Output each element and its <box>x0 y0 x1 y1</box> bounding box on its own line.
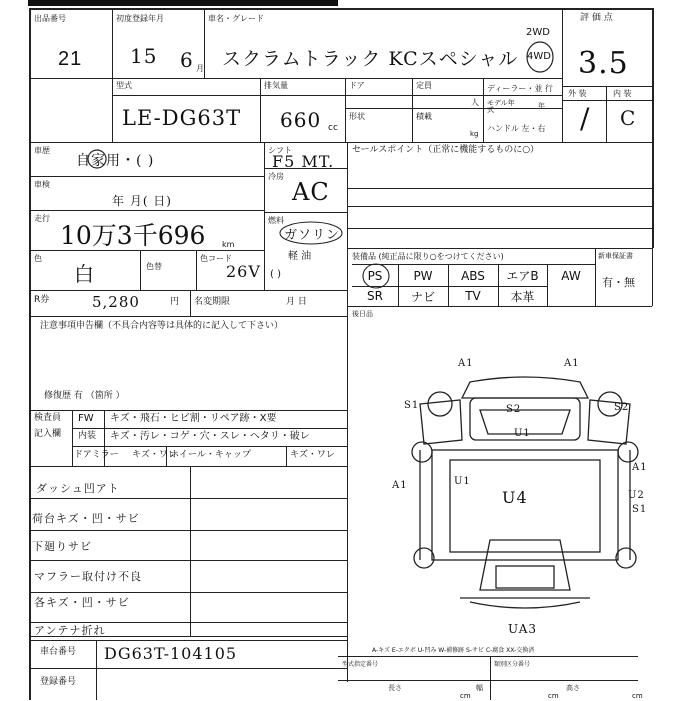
fuel-value: ガソリン <box>284 228 341 243</box>
entry-label: 記入欄 <box>34 429 62 439</box>
equip-aw: AW <box>561 268 581 283</box>
frame-left <box>29 8 31 700</box>
mark-s1-right: S1 <box>632 504 648 515</box>
mark-u4-bed: U4 <box>502 488 528 507</box>
mark-u1-roof: U1 <box>514 428 531 439</box>
interior-grade: C <box>620 106 637 130</box>
cm-unit-1: cm <box>460 692 471 700</box>
warranty-label: 新車保証書 <box>598 252 633 260</box>
handle-label: ハンドル 左・右 <box>487 124 546 133</box>
later-items-label: 後日品 <box>352 310 373 318</box>
mark-s1-left: S1 <box>404 400 420 411</box>
cm-unit-2: cm <box>548 692 559 700</box>
fw-text: キズ・飛石・ヒビ割・リペア跡・X要 <box>110 413 277 424</box>
equip-ps: PS <box>367 268 383 283</box>
recycle-value: 5,280 <box>92 293 140 311</box>
model-value: LE-DG63T <box>122 106 242 130</box>
equip-pw: PW <box>413 268 433 283</box>
shape-label: 形状 <box>349 112 365 121</box>
note-line-6: アンテナ折れ <box>34 624 106 637</box>
equip-sr: SR <box>367 289 383 303</box>
wheel-cap-label: ホイール・キャップ <box>170 450 251 460</box>
color-code-label: 色コード <box>200 254 232 263</box>
exterior-label: 外 装 <box>568 89 587 98</box>
equipment-grid <box>352 264 595 306</box>
color-change-label: 色替 <box>146 262 162 271</box>
inspection-value: 年 月( 日) <box>112 194 172 208</box>
category-label: 類別区分番号 <box>494 661 531 668</box>
mark-s2-right: S2 <box>614 402 630 413</box>
mark-a1-front-left: A1 <box>458 358 474 369</box>
damage-legend: A-キズ E-エクボ U-凹み W-補修跡 S-サビ C-腐食 XX-交換済 <box>372 647 535 654</box>
note-line-2: 荷台キズ・凹・サビ <box>32 512 140 525</box>
inspector-label: 検査員 <box>34 413 62 423</box>
wheel-cap-text: キズ・ワレ <box>290 450 335 460</box>
recycle-label: R券 <box>34 295 50 305</box>
reg-year: 15 <box>130 44 158 68</box>
color-value: 白 <box>74 262 95 286</box>
lot-number: 21 <box>58 48 83 70</box>
model-label: 型式 <box>116 81 132 90</box>
usage-value: 自家用・( ) <box>76 153 155 169</box>
interior-label: 内 装 <box>613 89 632 98</box>
frame-right <box>652 8 654 248</box>
ac-label: 冷房 <box>268 172 284 181</box>
model-year-label: モデル年式 <box>487 99 515 114</box>
mark-u1-bed: U1 <box>454 476 471 487</box>
lot-label: 出品番号 <box>34 14 66 23</box>
equipment-label: 装備品 (純正品に限り○をつけてください) <box>352 252 504 261</box>
title-bar <box>28 0 338 6</box>
reg-number-label: 登録番号 <box>40 677 77 687</box>
warranty-value: 有・無 <box>602 276 635 289</box>
car-name-label: 車名・グレード <box>208 14 264 23</box>
fw-label: FW <box>78 413 94 424</box>
dealer-label: ディーラー・並 行 <box>487 84 553 93</box>
drive-2wd: 2WD <box>526 27 550 38</box>
fuel-paren: ( ) <box>270 269 281 280</box>
mileage-label: 走行 <box>34 214 50 223</box>
reg-month: 6 <box>180 48 194 72</box>
door-mirror-label: ドアミラー <box>74 450 119 460</box>
mark-a1-left-side: A1 <box>392 480 408 491</box>
height-label: 高さ <box>566 684 580 692</box>
km-unit: km <box>222 240 235 249</box>
cc-unit: cc <box>328 123 338 133</box>
mark-s2-cab: S2 <box>506 404 522 415</box>
fuel-label: 燃料 <box>268 216 284 225</box>
mileage-value: 10万3千696 <box>60 221 206 250</box>
score: 3.5 <box>578 46 629 81</box>
interior-check-label: 内装 <box>78 431 97 441</box>
name-change-value: 月 日 <box>286 297 307 307</box>
sales-point-label: セールスポイント（正常に機能するものに○） <box>352 145 540 155</box>
width-label: 幅 <box>476 684 483 692</box>
displacement-label: 排気量 <box>264 81 288 90</box>
fuel-option: 軽 油 <box>288 251 312 262</box>
mark-u2-right: U2 <box>628 490 645 501</box>
shift-label: シフト <box>268 146 292 155</box>
fuel-circle-icon <box>278 220 344 246</box>
inspection-label: 車検 <box>34 180 50 189</box>
frame-top <box>29 8 654 10</box>
usage-label: 車歴 <box>34 146 50 155</box>
usage-circle-icon <box>86 148 108 170</box>
chassis-label: 車台番号 <box>40 647 77 657</box>
note-line-4: マフラー取付け不良 <box>34 570 142 583</box>
equip-abs: ABS <box>461 268 485 283</box>
ps-circle-icon <box>360 262 394 290</box>
first-reg-label: 初度登録年月 <box>116 14 164 23</box>
ac-value: AC <box>292 178 330 206</box>
note-line-5: 各キズ・凹・サビ <box>34 596 130 609</box>
equip-tv: TV <box>465 289 481 303</box>
interior-check-text: キズ・汚レ・コゲ・穴・スレ・ヘタリ・破レ <box>110 431 310 442</box>
name-change-label: 名変期限 <box>194 297 231 307</box>
eval-label: 評 価 点 <box>580 13 613 23</box>
displacement-value: 660 <box>280 108 322 132</box>
drive-4wd: 4WD <box>527 51 551 62</box>
repair-history: 修復歴 有 （箇所 ） <box>44 391 125 401</box>
cm-unit-3: cm <box>632 692 643 700</box>
notes-section-label: 注意事項申告欄（不具合内容等は具体的に記入して下さい） <box>40 321 284 331</box>
door-mirror-text: キズ・ワレ <box>132 450 177 460</box>
yen-unit: 円 <box>170 297 180 307</box>
equip-navi: ナビ <box>410 289 435 304</box>
load-label: 積載 <box>416 112 432 121</box>
color-code-value: 26V <box>226 262 261 281</box>
exterior-grade: / <box>580 102 591 135</box>
chassis-value: DG63T-104105 <box>104 644 238 663</box>
capacity-label: 定員 <box>416 81 432 90</box>
mark-a1-front-right: A1 <box>564 358 580 369</box>
drive-circle-icon <box>524 40 560 76</box>
model-spec-label: 型式指定番号 <box>342 661 379 668</box>
note-line-3: 下廻りサビ <box>32 540 92 553</box>
capacity-unit: 人 <box>471 98 479 107</box>
note-line-1: ダッシュ凹アト <box>36 482 120 495</box>
color-label: 色 <box>34 254 42 263</box>
equip-leather: 本革 <box>510 289 535 304</box>
mark-a1-right-side: A1 <box>632 462 648 473</box>
length-label: 長さ <box>388 684 402 692</box>
shift-value: F5 MT. <box>272 152 335 171</box>
load-unit: kg <box>470 130 479 138</box>
month-suffix: 月 <box>196 64 204 73</box>
mark-ua3-rear: UA3 <box>508 622 538 636</box>
equip-airbag: エアB <box>506 269 539 283</box>
door-label: ドア <box>349 81 365 90</box>
car-name: スクラムトラック KCスペシャル <box>222 48 519 70</box>
